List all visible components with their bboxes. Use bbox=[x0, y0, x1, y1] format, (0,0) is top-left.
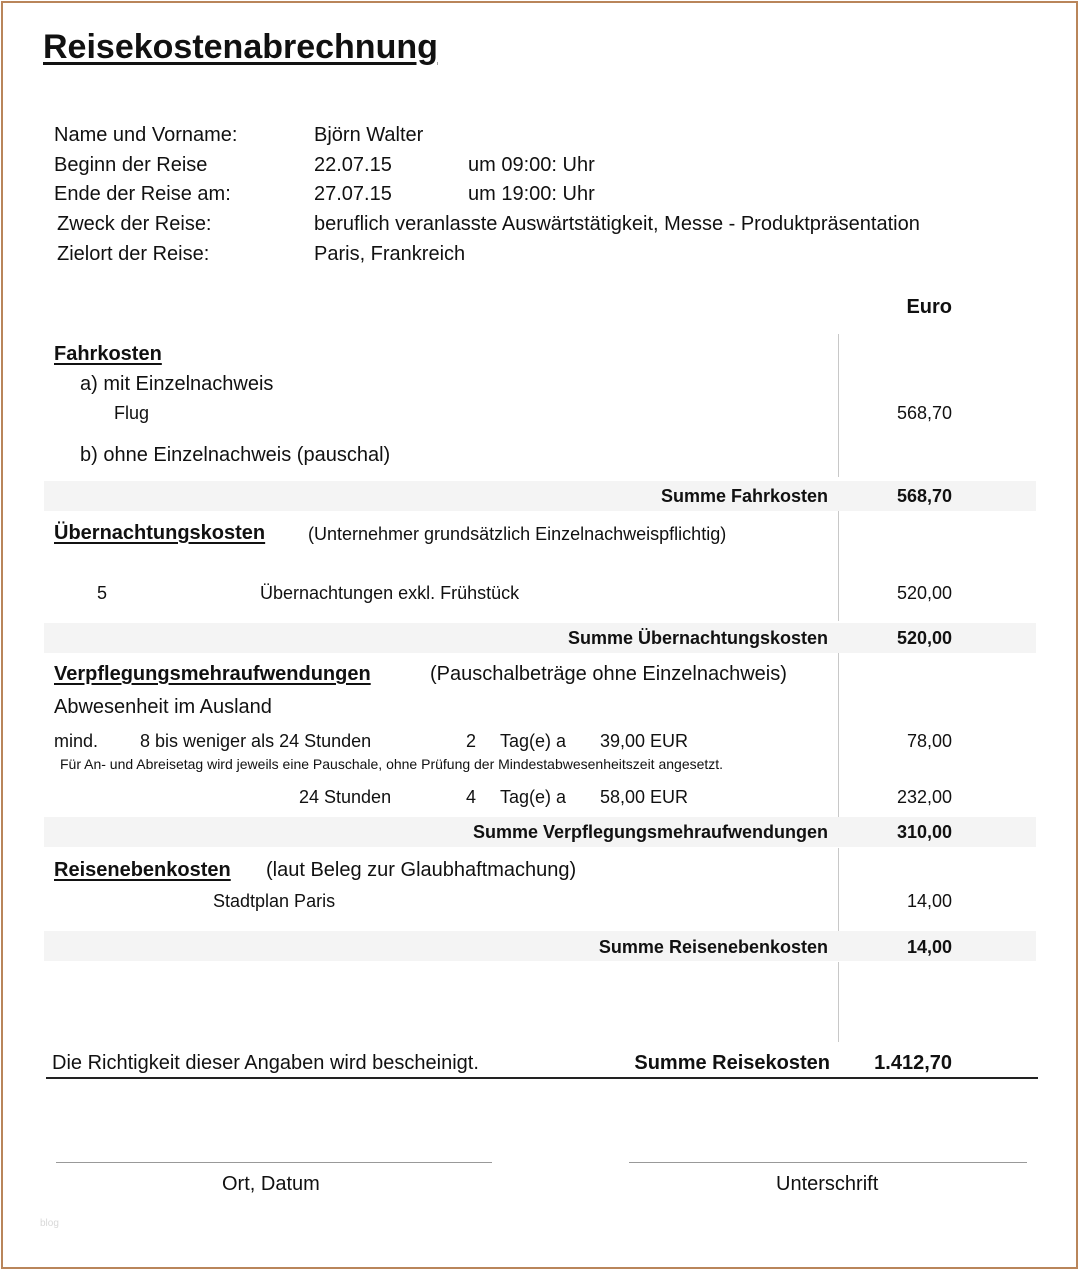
nebenkosten-amount: 14,00 bbox=[906, 891, 952, 911]
flug-label: Flug bbox=[114, 403, 150, 423]
flug-amount: 568,70 bbox=[896, 403, 952, 423]
name-label: Name und Vorname: bbox=[54, 124, 238, 146]
uebernachtung-sum-amount: 520,00 bbox=[896, 628, 952, 648]
fahrkosten-heading: Fahrkosten bbox=[54, 343, 162, 365]
verpflegung-row2-tag: Tag(e) a bbox=[500, 787, 567, 807]
end-date: 27.07.15 bbox=[314, 183, 392, 205]
certification-text: Die Richtigkeit dieser Angaben wird bescheinigt. bbox=[52, 1052, 479, 1074]
verpflegung-row1-tag: Tag(e) a bbox=[500, 731, 567, 751]
nebenkosten-sum-amount: 14,00 bbox=[906, 937, 952, 957]
uebernachtung-sum-label: Summe Übernachtungskosten bbox=[567, 628, 828, 648]
verpflegung-row2-amount: 232,00 bbox=[896, 787, 952, 807]
begin-time: um 09:00: Uhr bbox=[468, 154, 595, 176]
verpflegung-sum-amount: 310,00 bbox=[896, 822, 952, 842]
destination-label: Zielort der Reise: bbox=[57, 243, 210, 265]
verpflegung-note: (Pauschalbeträge ohne Einzelnachweis) bbox=[430, 663, 787, 685]
end-time: um 19:00: Uhr bbox=[468, 183, 595, 205]
verpflegung-row2-rate: 58,00 EUR bbox=[600, 787, 689, 807]
total-label: Summe Reisekosten bbox=[634, 1052, 830, 1074]
total-amount: 1.412,70 bbox=[874, 1052, 952, 1074]
purpose-label: Zweck der Reise: bbox=[57, 213, 212, 235]
uebernachtung-desc: Übernachtungen exkl. Frühstück bbox=[260, 583, 520, 603]
verpflegung-row2-hours: 24 Stunden bbox=[299, 787, 392, 807]
verpflegung-row1-rate: 39,00 EUR bbox=[600, 731, 689, 751]
total-underline bbox=[46, 1077, 1038, 1079]
nebenkosten-sum-label: Summe Reisenebenkosten bbox=[598, 937, 828, 957]
signature-line bbox=[629, 1162, 1027, 1163]
end-label: Ende der Reise am: bbox=[54, 183, 231, 205]
nebenkosten-heading: Reisenebenkosten bbox=[54, 859, 231, 881]
place-date-line bbox=[56, 1162, 492, 1163]
fahrkosten-sum-label: Summe Fahrkosten bbox=[660, 486, 828, 506]
place-date-label: Ort, Datum bbox=[222, 1173, 320, 1195]
euro-column-header: Euro bbox=[906, 296, 952, 318]
verpflegung-sum-label: Summe Verpflegungsmehraufwendungen bbox=[472, 822, 828, 842]
uebernachtung-amount: 520,00 bbox=[896, 583, 952, 603]
verpflegung-row1-amount: 78,00 bbox=[906, 731, 952, 751]
fahrkosten-sum-amount: 568,70 bbox=[896, 486, 952, 506]
destination-value: Paris, Frankreich bbox=[314, 243, 466, 265]
fahrkosten-b-label: b) ohne Einzelnachweis (pauschal) bbox=[80, 444, 391, 466]
verpflegung-row1-hours: 8 bis weniger als 24 Stunden bbox=[140, 731, 372, 751]
verpflegung-subheading: Abwesenheit im Ausland bbox=[54, 696, 272, 718]
verpflegung-row1-days: 2 bbox=[466, 731, 477, 751]
fahrkosten-a-label: a) mit Einzelnachweis bbox=[80, 373, 274, 395]
document-title: Reisekostenabrechnung bbox=[43, 28, 438, 66]
signature-label: Unterschrift bbox=[776, 1173, 879, 1195]
begin-date: 22.07.15 bbox=[314, 154, 392, 176]
verpflegung-row2-days: 4 bbox=[466, 787, 477, 807]
watermark: blog bbox=[40, 1218, 59, 1229]
verpflegung-heading: Verpflegungsmehraufwendungen bbox=[54, 663, 371, 685]
column-divider bbox=[838, 653, 839, 818]
column-divider bbox=[838, 511, 839, 621]
purpose-value: beruflich veranlasste Auswärtstätigkeit, Messe - Produktpräsentation bbox=[314, 213, 920, 235]
verpflegung-row1-mind: mind. bbox=[54, 731, 99, 751]
nebenkosten-item: Stadtplan Paris bbox=[213, 891, 336, 911]
nebenkosten-note: (laut Beleg zur Glaubhaftmachung) bbox=[266, 859, 577, 881]
begin-label: Beginn der Reise bbox=[54, 154, 208, 176]
column-divider bbox=[838, 962, 839, 1042]
name-value: Björn Walter bbox=[314, 124, 424, 146]
verpflegung-footnote: Für An- und Abreisetag wird jeweils eine Pauschale, ohne Prüfung der Mindestabwesenheitszeit angesetzt. bbox=[60, 756, 724, 772]
uebernachtung-count: 5 bbox=[97, 583, 108, 603]
column-divider bbox=[838, 848, 839, 931]
column-divider bbox=[838, 334, 839, 477]
uebernachtung-note: (Unternehmer grundsätzlich Einzelnachweispflichtig) bbox=[308, 524, 727, 544]
uebernachtung-heading: Übernachtungskosten bbox=[54, 522, 266, 544]
